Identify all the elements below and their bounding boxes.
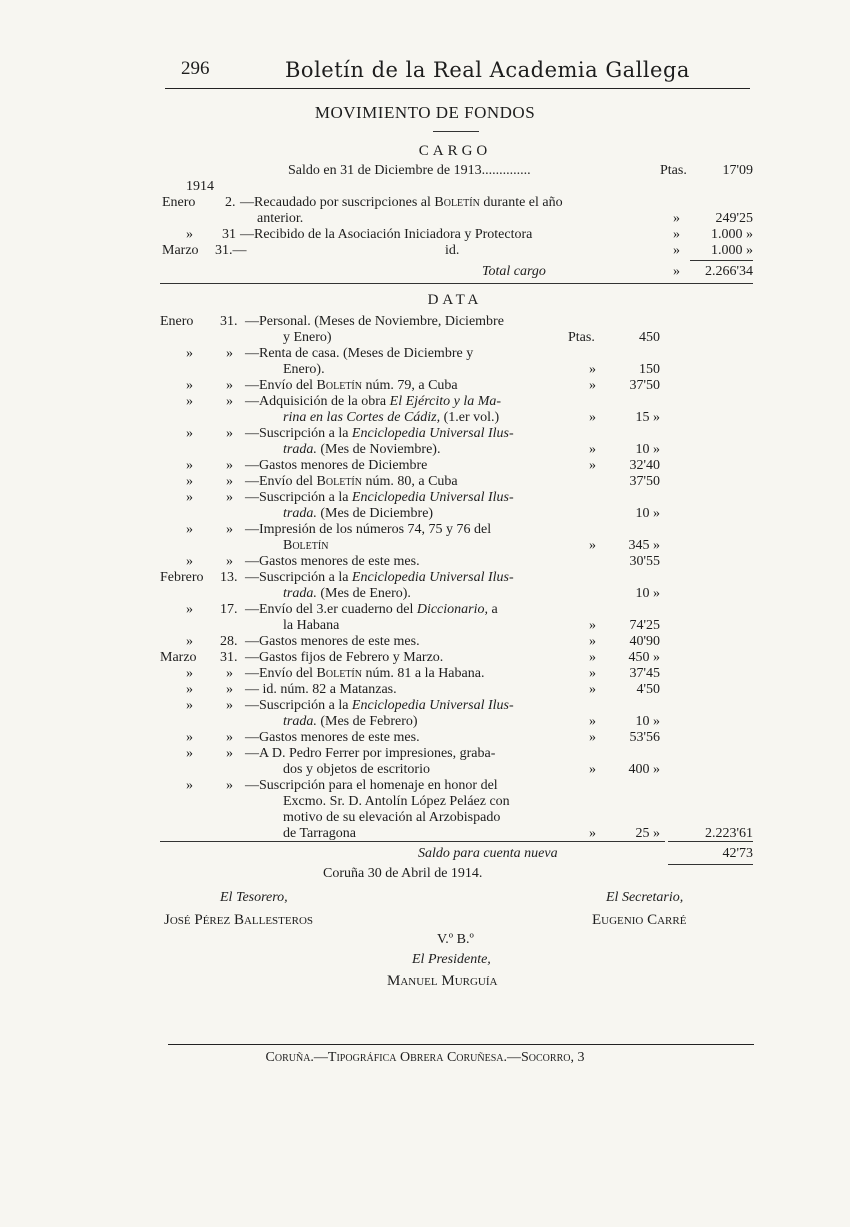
tesorero-role: El Tesorero, <box>220 890 288 905</box>
data-day: » <box>226 458 233 473</box>
data-concept: —Renta de casa. (Meses de Diciembre y <box>245 346 474 361</box>
data-concept: —Impresión de los números 74, 75 y 76 del <box>245 522 492 537</box>
presidente-role: El Presidente, <box>412 952 491 967</box>
data-amount: 10 » <box>635 506 660 521</box>
data-month: » <box>186 346 193 361</box>
cargo-concept: —Recaudado por suscripciones al Boletín durante el año <box>240 195 563 210</box>
data-month: » <box>186 394 193 409</box>
data-day: » <box>226 746 233 761</box>
data-amount: 53'56 <box>629 730 660 745</box>
tesorero-name: José Pérez Ballesteros <box>164 912 314 928</box>
data-amount: 74'25 <box>629 618 660 633</box>
data-concept-cont: y Enero) <box>283 330 332 345</box>
data-currency-mark: » <box>589 730 596 745</box>
data-currency-mark: Ptas. <box>568 330 595 345</box>
cargo-saldo-label: Saldo en 31 de Diciembre de 1913.............. <box>288 163 531 178</box>
data-month: Febrero <box>160 570 204 585</box>
cargo-mark: » <box>673 227 680 242</box>
data-day: 13. <box>220 570 238 585</box>
data-month: » <box>186 426 193 441</box>
data-day: » <box>226 698 233 713</box>
data-amount: 10 » <box>635 714 660 729</box>
data-concept-cont: Boletín <box>283 538 329 553</box>
data-currency-mark: » <box>589 538 596 553</box>
data-day: » <box>226 666 233 681</box>
data-month: » <box>186 554 193 569</box>
data-concept: —Gastos menores de este mes. <box>245 634 420 649</box>
data-amount: 345 » <box>628 538 660 553</box>
presidente-name: Manuel Murguía <box>387 973 498 989</box>
data-amount: 40'90 <box>629 634 660 649</box>
data-concept-cont: de Tarragona <box>283 826 357 841</box>
cargo-concept: —Recibido de la Asociación Iniciadora y Protectora <box>240 227 533 242</box>
cargo-day: 31 <box>222 227 236 242</box>
data-day: 17. <box>220 602 238 617</box>
data-month: Enero <box>160 314 194 329</box>
data-concept-cont: trada. (Mes de Noviembre). <box>283 442 441 457</box>
data-month: Marzo <box>160 650 197 665</box>
data-concept: —Gastos menores de Diciembre <box>245 458 428 473</box>
data-month: » <box>186 490 193 505</box>
data-concept-cont: trada. (Mes de Febrero) <box>283 714 418 729</box>
cargo-total-label: Total cargo <box>482 264 546 279</box>
cargo-total-mark: » <box>673 264 680 279</box>
data-concept-cont: la Habana <box>283 618 340 633</box>
data-month: » <box>186 634 193 649</box>
data-currency-mark: » <box>589 458 596 473</box>
data-amount: 37'45 <box>629 666 660 681</box>
secretario-role: El Secretario, <box>606 890 684 905</box>
place-date: Coruña 30 de Abril de 1914. <box>323 866 483 881</box>
data-saldo-amount: 42'73 <box>722 846 753 861</box>
data-amount: 450 <box>639 330 660 345</box>
data-day: » <box>226 682 233 697</box>
data-concept: —Gastos menores de este mes. <box>245 554 420 569</box>
data-month: » <box>186 666 193 681</box>
cargo-rule <box>160 283 753 284</box>
cargo-amount: 1.000 » <box>711 243 753 258</box>
data-concept: —Envío del Boletín núm. 81 a la Habana. <box>245 666 485 681</box>
data-amount: 4'50 <box>636 682 660 697</box>
data-day: 28. <box>220 634 238 649</box>
cargo-day: 2. <box>225 195 236 210</box>
data-currency-mark: » <box>589 714 596 729</box>
data-amount: 150 <box>639 362 660 377</box>
cargo-concept-cont: anterior. <box>257 211 304 226</box>
data-month: » <box>186 698 193 713</box>
data-concept: —Suscripción a la Enciclopedia Universal Ilus- <box>245 698 514 713</box>
data-final-rule <box>668 864 753 865</box>
data-currency-mark: » <box>589 666 596 681</box>
data-amount: 450 » <box>628 650 660 665</box>
data-concept-cont: Enero). <box>283 362 325 377</box>
cargo-year: 1914 <box>186 179 214 194</box>
data-day: 31. <box>220 314 238 329</box>
cargo-amount: 249'25 <box>715 211 753 226</box>
data-concept: —Envío del Boletín núm. 79, a Cuba <box>245 378 458 393</box>
cargo-concept: id. <box>445 243 460 258</box>
data-day: 31. <box>220 650 238 665</box>
data-currency-mark: » <box>589 650 596 665</box>
data-currency-mark: » <box>589 410 596 425</box>
data-currency-mark: » <box>589 634 596 649</box>
journal-title: Boletín de la Real Academia Gallega <box>285 58 690 82</box>
footer-rule <box>168 1044 754 1045</box>
data-concept-cont: trada. (Mes de Enero). <box>283 586 411 601</box>
data-amount: 32'40 <box>629 458 660 473</box>
data-concept: —Suscripción a la Enciclopedia Universal Ilus- <box>245 426 514 441</box>
data-concept: —Personal. (Meses de Noviembre, Diciembre <box>245 314 504 329</box>
data-currency-mark: » <box>589 826 596 841</box>
cargo-mark: » <box>673 243 680 258</box>
data-concept: —Envío del Boletín núm. 80, a Cuba <box>245 474 458 489</box>
data-concept-cont: rina en las Cortes de Cádiz, (1.er vol.) <box>283 410 500 425</box>
data-amount: 10 » <box>635 586 660 601</box>
data-concept: —Gastos menores de este mes. <box>245 730 420 745</box>
cargo-day: 31.— <box>215 243 247 258</box>
data-currency-mark: » <box>589 762 596 777</box>
title-rule <box>433 131 479 132</box>
cargo-amount: 1.000 » <box>711 227 753 242</box>
data-concept: —A D. Pedro Ferrer por impresiones, graba- <box>245 746 496 761</box>
data-month: » <box>186 474 193 489</box>
cargo-month: Enero <box>162 195 196 210</box>
data-amount: 37'50 <box>629 378 660 393</box>
data-heading: DATA <box>427 292 483 308</box>
data-currency-mark: » <box>589 442 596 457</box>
data-day: » <box>226 490 233 505</box>
cargo-month: Marzo <box>162 243 199 258</box>
data-month: » <box>186 746 193 761</box>
data-day: » <box>226 522 233 537</box>
data-day: » <box>226 346 233 361</box>
data-concept: —Adquisición de la obra El Ejército y la Ma- <box>245 394 502 409</box>
data-month: » <box>186 602 193 617</box>
data-currency-mark: » <box>589 362 596 377</box>
data-amount: 15 » <box>635 410 660 425</box>
data-month: » <box>186 730 193 745</box>
printer-imprint: Coruña.—Tipográfica Obrera Coruñesa.—Socorro, 3 <box>265 1050 585 1065</box>
data-month: » <box>186 682 193 697</box>
data-concept: —Suscripción para el homenaje en honor del <box>245 778 498 793</box>
data-concept: —Suscripción a la Enciclopedia Universal Ilus- <box>245 490 514 505</box>
cargo-saldo-currency: Ptas. <box>660 163 687 178</box>
data-saldo-label: Saldo para cuenta nueva <box>418 846 558 861</box>
cargo-month: » <box>186 227 193 242</box>
data-amount: 30'55 <box>629 554 660 569</box>
data-day: » <box>226 730 233 745</box>
data-month: » <box>186 378 193 393</box>
data-day: » <box>226 554 233 569</box>
data-day: » <box>226 426 233 441</box>
data-concept-cont: motivo de su elevación al Arzobispado <box>283 810 501 825</box>
data-currency-mark: » <box>589 378 596 393</box>
data-concept-cont: dos y objetos de escritorio <box>283 762 430 777</box>
data-month: » <box>186 778 193 793</box>
page-number: 296 <box>181 58 210 79</box>
data-month: » <box>186 458 193 473</box>
data-concept: —Suscripción a la Enciclopedia Universal Ilus- <box>245 570 514 585</box>
data-currency-mark: » <box>589 682 596 697</box>
data-concept: —Envío del 3.er cuaderno del Diccionario, a <box>245 602 498 617</box>
data-amount: 10 » <box>635 442 660 457</box>
cargo-total-amount: 2.266'34 <box>704 264 753 279</box>
data-concept: — id. núm. 82 a Matanzas. <box>245 682 397 697</box>
data-day: » <box>226 474 233 489</box>
vb-mark: V.º B.º <box>437 932 474 947</box>
data-amount: 400 » <box>628 762 660 777</box>
data-month: » <box>186 522 193 537</box>
data-concept-cont: trada. (Mes de Diciembre) <box>283 506 434 521</box>
data-concept: —Gastos fijos de Febrero y Marzo. <box>245 650 444 665</box>
cargo-mark: » <box>673 211 680 226</box>
page-title: MOVIMIENTO DE FONDOS <box>314 103 536 122</box>
data-day: » <box>226 378 233 393</box>
cargo-sum-rule <box>690 260 753 261</box>
data-day: » <box>226 778 233 793</box>
data-sum-rule <box>668 841 753 842</box>
data-amount: 37'50 <box>629 474 660 489</box>
data-rule <box>160 841 665 842</box>
data-total-amount: 2.223'61 <box>704 826 753 841</box>
secretario-name: Eugenio Carré <box>592 912 687 928</box>
data-concept-cont: Excmo. Sr. D. Antolín López Peláez con <box>283 794 510 809</box>
cargo-heading: CARGO <box>418 143 492 159</box>
cargo-saldo-amount: 17'09 <box>722 163 753 178</box>
data-amount: 25 » <box>635 826 660 841</box>
data-currency-mark: » <box>589 618 596 633</box>
data-day: » <box>226 394 233 409</box>
